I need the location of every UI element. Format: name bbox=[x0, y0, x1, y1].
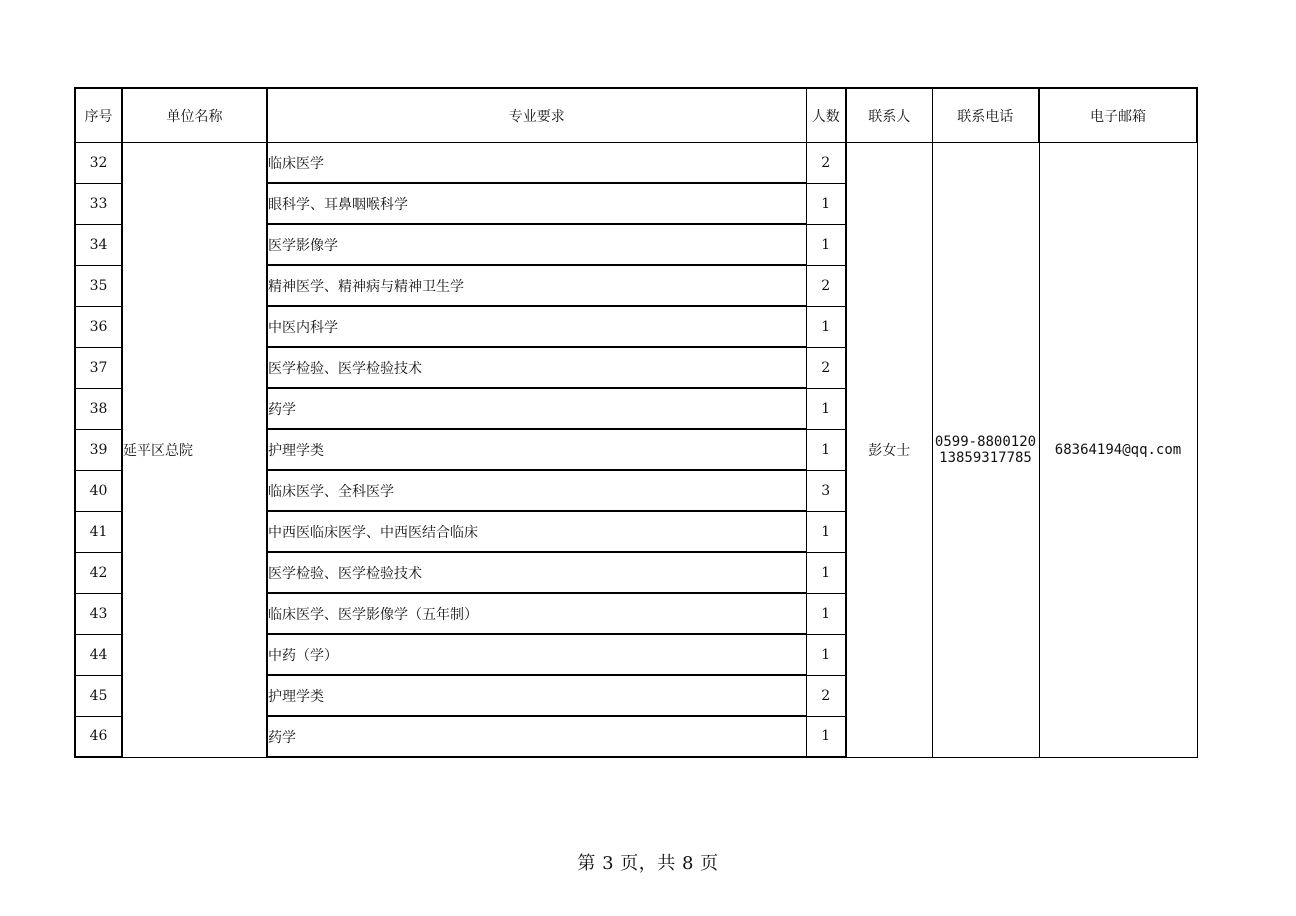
row-seq: 36 bbox=[75, 306, 122, 347]
row-major: 眼科学、耳鼻咽喉科学 bbox=[267, 183, 806, 224]
row-major: 医学检验、医学检验技术 bbox=[267, 552, 806, 593]
row-major: 临床医学 bbox=[267, 143, 806, 184]
row-major: 护理学类 bbox=[267, 429, 806, 470]
table-body bbox=[75, 143, 1197, 758]
row-seq: 35 bbox=[75, 265, 122, 306]
header-major: 专业要求 bbox=[267, 88, 806, 143]
row-count: 2 bbox=[806, 265, 846, 306]
row-count: 1 bbox=[806, 716, 846, 757]
row-major: 中医内科学 bbox=[267, 306, 806, 347]
row-major: 医学检验、医学检验技术 bbox=[267, 347, 806, 388]
unit-name-cell: 延平区总院 bbox=[122, 143, 267, 758]
row-count: 1 bbox=[806, 224, 846, 265]
row-count: 1 bbox=[806, 511, 846, 552]
row-seq: 42 bbox=[75, 552, 122, 593]
row-major: 中西医临床医学、中西医结合临床 bbox=[267, 511, 806, 552]
table-row bbox=[75, 143, 1197, 184]
row-count: 1 bbox=[806, 552, 846, 593]
header-unit-name: 单位名称 bbox=[122, 88, 267, 143]
page-footer: 第 3 页，共 8 页 bbox=[577, 853, 719, 874]
row-major: 药学 bbox=[267, 388, 806, 429]
header-email: 电子邮箱 bbox=[1039, 88, 1197, 143]
phone-cell bbox=[932, 143, 1039, 758]
row-count: 1 bbox=[806, 593, 846, 634]
row-major: 中药（学） bbox=[267, 634, 806, 675]
row-count: 1 bbox=[806, 306, 846, 347]
row-seq: 38 bbox=[75, 388, 122, 429]
phone-landline: 0599-8800120 bbox=[934, 433, 1037, 450]
row-seq: 43 bbox=[75, 593, 122, 634]
row-seq: 33 bbox=[75, 183, 122, 224]
header-seq: 序号 bbox=[75, 88, 122, 143]
header-count: 人数 bbox=[806, 88, 846, 143]
row-major: 医学影像学 bbox=[267, 224, 806, 265]
row-major: 护理学类 bbox=[267, 675, 806, 716]
header-contact: 联系人 bbox=[846, 88, 932, 143]
row-seq: 40 bbox=[75, 470, 122, 511]
row-major: 临床医学、医学影像学（五年制） bbox=[267, 593, 806, 634]
row-count: 3 bbox=[806, 470, 846, 511]
contact-person-cell: 彭女士 bbox=[846, 143, 932, 758]
row-count: 2 bbox=[806, 143, 846, 184]
row-seq: 46 bbox=[75, 716, 122, 757]
row-count: 1 bbox=[806, 388, 846, 429]
row-seq: 34 bbox=[75, 224, 122, 265]
row-seq: 39 bbox=[75, 429, 122, 470]
row-major: 临床医学、全科医学 bbox=[267, 470, 806, 511]
row-seq: 41 bbox=[75, 511, 122, 552]
email-cell: 68364194@qq.com bbox=[1039, 143, 1197, 758]
row-count: 2 bbox=[806, 675, 846, 716]
row-count: 1 bbox=[806, 429, 846, 470]
row-major: 精神医学、精神病与精神卫生学 bbox=[267, 265, 806, 306]
row-count: 1 bbox=[806, 183, 846, 224]
row-major: 药学 bbox=[267, 716, 806, 757]
header-phone: 联系电话 bbox=[932, 88, 1039, 143]
row-seq: 32 bbox=[75, 143, 122, 184]
recruitment-table bbox=[74, 87, 1198, 758]
row-seq: 45 bbox=[75, 675, 122, 716]
row-seq: 44 bbox=[75, 634, 122, 675]
row-count: 1 bbox=[806, 634, 846, 675]
row-seq: 37 bbox=[75, 347, 122, 388]
table-header bbox=[75, 88, 1197, 143]
row-count: 2 bbox=[806, 347, 846, 388]
phone-mobile: 13859317785 bbox=[939, 449, 1032, 466]
